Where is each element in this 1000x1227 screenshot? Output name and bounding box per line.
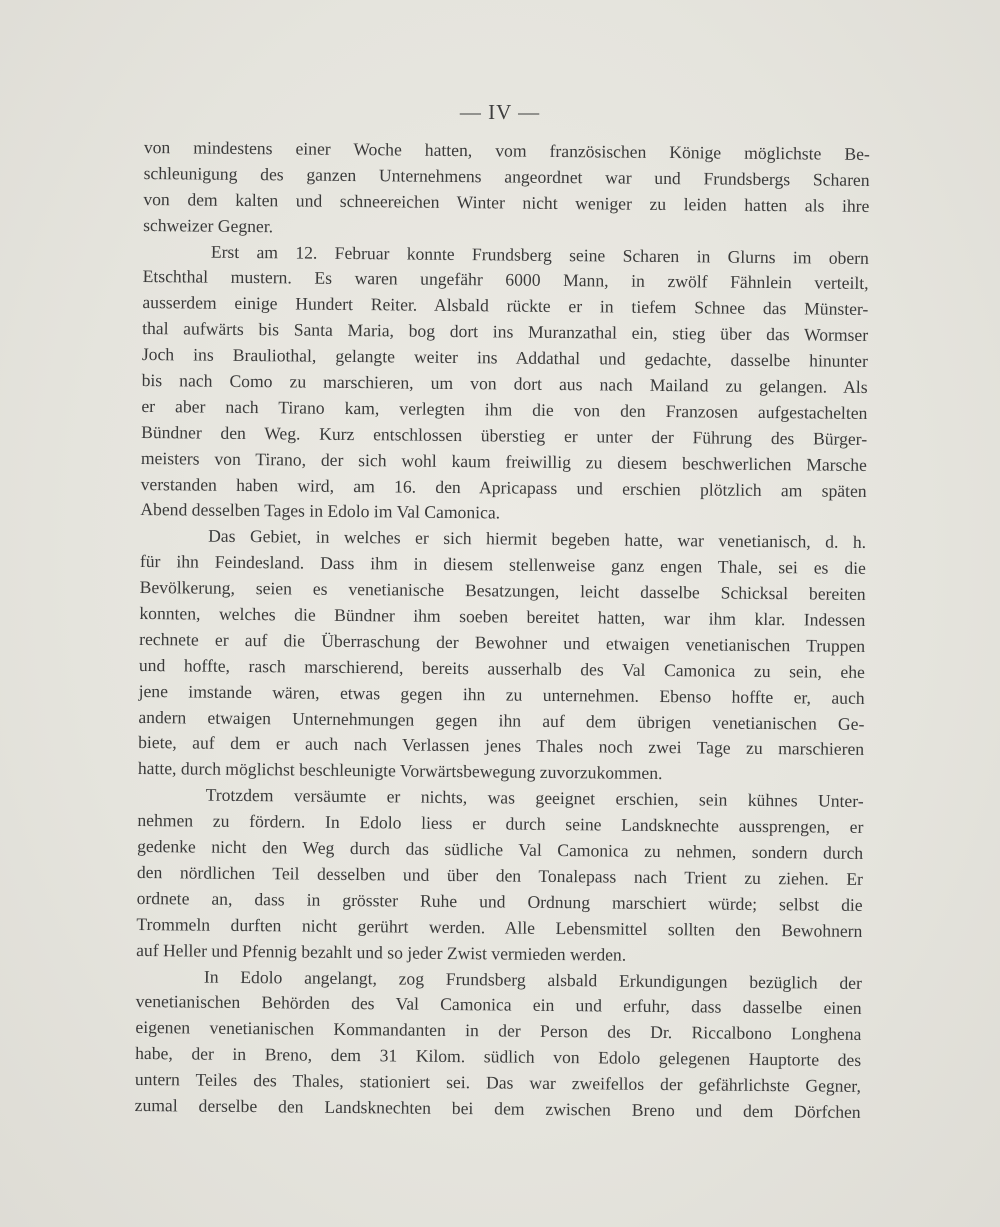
text-line: bis nach Como zu marschieren, um von dort aus nach Mailand zu gelangen. Als (141, 370, 868, 397)
text-line: konnten, welches die Bündner ihm soeben bereitet hatten, war ihm klar. Indessen (139, 603, 866, 630)
text-line: für ihn Feindesland. Dass ihm in diesem stellenweise ganz engen Thale, sei es die (139, 551, 866, 579)
text-line: schleunigung des ganzen Unternehmens angeordnet war und Frundsbergs Scharen (143, 162, 870, 190)
text-line: Etschthal mustern. Es waren ungefähr 6000 Mann, in zwölf Fähnlein verteilt, (142, 266, 869, 294)
text-line: von dem kalten und schneereichen Winter nicht weniger zu leiden hatten als ihre (143, 188, 870, 216)
text-line: biete, auf dem er auch nach Verlassen jenes Thales noch zwei Tage zu marschieren (138, 732, 865, 760)
text-line: Trommeln durften nicht gerührt werden. Alle Lebensmittel sollten den Bewohnern (136, 913, 863, 941)
text-line: gedenke nicht den Weg durch das südliche Val Camonica zu nehmen, sondern durch (137, 836, 864, 863)
text-line: schweizer Gegner. (143, 214, 274, 236)
paragraph-start-line: Trotzdem versäumte er nichts, was geeignet erschien, sein kühnes Unter- (205, 784, 864, 812)
text-line: den nördlichen Teil desselben und über den Tonalepass nach Trient zu ziehen. Er (136, 861, 863, 889)
text-line: und hoffte, rasch marschierend, bereits ausserhalb des Val Camonica zu sein, ehe (138, 654, 865, 682)
text-line: eigenen venetianischen Kommandanten in der Person des Dr. Riccalbono Longhena (135, 1017, 862, 1045)
text-line: Joch ins Brauliothal, gelangte weiter ins Addathal und gedachte, dasselbe hinunter (141, 344, 868, 372)
body-text (135, 135, 870, 1126)
text-line: thal aufwärts bis Santa Maria, bog dort ins Muranzathal ein, stieg über das Wormser (142, 318, 869, 346)
text-line: er aber nach Tirano kam, verlegten ihm die von den Franzosen aufgestachelten (141, 395, 868, 423)
text-line: Abend desselben Tages in Edolo im Val Camonica. (140, 499, 501, 523)
text-line: auf Heller und Pfennig bezahlt und so jeder Zwist vermieden werden. (136, 939, 627, 965)
text-line: rechnete er auf die Überraschung der Bewohner und etwaigen venetianischen Truppen (139, 628, 866, 656)
paragraph-start-line: Erst am 12. Februar konnte Frundsberg seine Scharen in Glurns im obern (210, 241, 869, 268)
text-line: untern Teiles des Thales, stationiert sei. Das war zweifellos der gefährlichste Gegner, (134, 1069, 862, 1096)
text-line: von mindestens einer Woche hatten, vom französischen Könige möglichste Be- (143, 136, 870, 164)
text-line: verstanden haben wird, am 16. den Apricapass und erschien plötzlich am späten (140, 473, 867, 501)
text-line: meisters von Tirano, der sich wohl kaum freiwillig zu diesem beschwerlichen Marsche (140, 447, 867, 475)
text-line: ausserdem einige Hundert Reiter. Alsbald rückte er in tiefem Schnee das Münster- (142, 292, 869, 320)
page-number-header: — IV — (459, 100, 541, 124)
text-line: hatte, durch möglichst beschleunigte Vorwärtsbewegung zuvorzukommen. (137, 758, 663, 784)
text-line: jene imstande wären, etwas gegen ihn zu unternehmen. Ebenso hoffte er, auch (138, 680, 865, 708)
text-line: Bevölkerung, seien es venetianische Besatzungen, leicht dasselbe Schicksal bereiten (139, 577, 866, 605)
text-line: ordnete an, dass in grösster Ruhe und Ordnung marschiert würde; selbst die (136, 887, 863, 915)
text-line: venetianischen Behörden des Val Camonica ein und erfuhr, dass dasselbe einen (135, 991, 862, 1019)
text-line: andern etwaigen Unternehmungen gegen ihn auf dem übrigen venetianischen Ge- (138, 706, 865, 734)
text-line: habe, der in Breno, dem 31 Kilom. südlich von Edolo gelegenen Hauptorte des (135, 1043, 862, 1071)
text-line: zumal derselbe den Landsknechten bei dem zwischen Breno und dem Dörfchen (134, 1094, 861, 1122)
text-line: nehmen zu fördern. In Edolo liess er durch seine Landsknechte aussprengen, er (137, 810, 864, 838)
text-line: Bündner den Weg. Kurz entschlossen überstieg er unter der Führung des Bürger- (141, 421, 868, 449)
paragraph-start-line: In Edolo angelangt, zog Frundsberg alsbald Erkundigungen bezüglich der (203, 966, 862, 993)
paragraph-start-line: Das Gebiet, in welches er sich hiermit begeben hatte, war venetianisch, d. h. (208, 525, 867, 553)
